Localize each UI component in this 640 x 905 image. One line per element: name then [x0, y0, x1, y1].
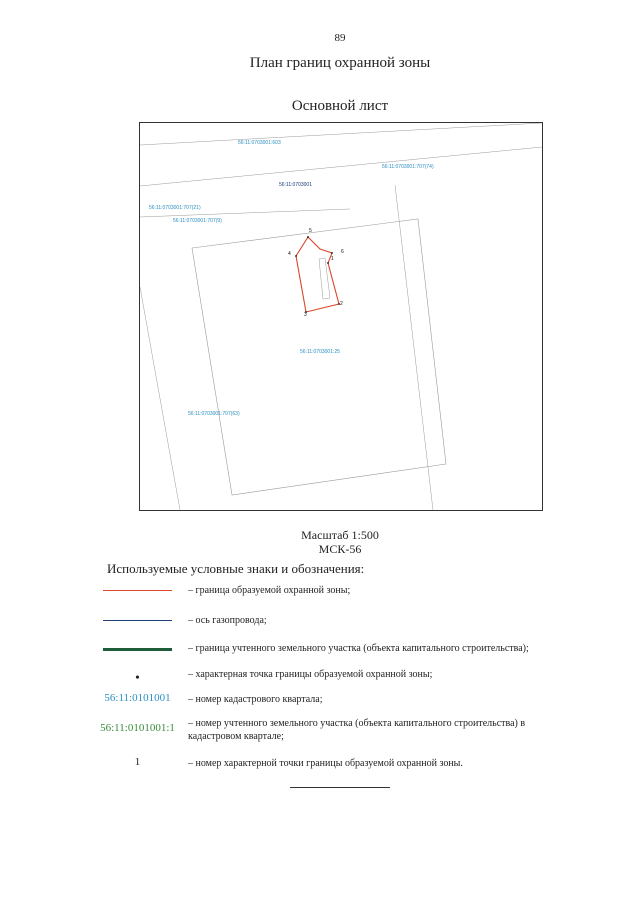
legend-text: – номер кадастрового квартала; — [188, 694, 323, 705]
map-drawing — [140, 123, 542, 510]
boundary-point — [307, 236, 309, 238]
point-number-symbol: 1 — [134, 756, 141, 768]
parcel-number-label: 56:11:0703001:707(63) — [188, 411, 240, 417]
legend-text: – граница образуемой охранной зоны; — [188, 585, 351, 596]
sheet-subtitle: Основной лист — [291, 98, 389, 114]
point-number-label: 2 — [340, 301, 343, 307]
legend-text: – ось газопровода; — [188, 615, 267, 626]
point-number-label: 6 — [341, 249, 344, 255]
parcel-boundary-line — [395, 185, 433, 510]
legend-text: – граница учтенного земельного участка (объекта капитального строительства); — [188, 643, 529, 654]
parcel-boundary-line — [140, 287, 180, 510]
cadastral-map — [139, 122, 543, 511]
point-number-label: 3 — [304, 312, 307, 318]
parcel-number-label: 56:11:0703001:707(74) — [382, 164, 434, 170]
legend-text: – характерная точка границы образуемой охранной зоны; — [188, 669, 433, 680]
coordinate-system: МСК-56 — [318, 542, 362, 556]
point-number-label: 5 — [309, 228, 312, 234]
boundary-point — [327, 262, 329, 264]
parcel-number-label: 56:11:0703001:707(9) — [173, 218, 222, 224]
closing-rule — [290, 787, 390, 788]
parcel-number-symbol: 56:11:0101001:1 — [100, 722, 175, 734]
parcel-boundary-line — [140, 123, 542, 145]
parcel-boundary-line — [140, 147, 542, 186]
parcel-number-label: 56:11:0703001:707(21) — [149, 205, 201, 211]
protection-zone-boundary — [296, 237, 339, 312]
parcel-number-label: 56:11:0703001:25 — [300, 349, 340, 355]
zone-boundary-symbol — [103, 590, 172, 591]
page-title: План границ охранной зоны — [249, 55, 431, 71]
legend-text: – номер характерной точки границы образуемой охранной зоны. — [188, 758, 463, 769]
legend-text: – номер учтенного земельного участка (объекта капитального строительства) в кадастровом квартале; — [188, 718, 526, 742]
page-number: 89 — [334, 32, 346, 44]
boundary-point — [331, 252, 333, 254]
parcel-boundary-symbol — [103, 648, 172, 651]
parcel-number-label: 56:11:0703001:603 — [238, 140, 281, 146]
quarter-number-symbol: 56:11:0101001 — [104, 692, 171, 704]
point-number-label: 1 — [331, 256, 334, 262]
quarter-number-label: 56:11:0703001 — [279, 182, 312, 188]
boundary-point — [295, 255, 297, 257]
gas-axis-symbol — [103, 620, 172, 621]
scale-ratio: Масштаб 1:500 — [301, 528, 379, 542]
point-number-label: 4 — [288, 251, 291, 257]
map-scale — [0, 528, 640, 556]
legend-heading: Используемые условные знаки и обозначения: — [107, 561, 365, 576]
point-symbol: • — [135, 670, 140, 684]
